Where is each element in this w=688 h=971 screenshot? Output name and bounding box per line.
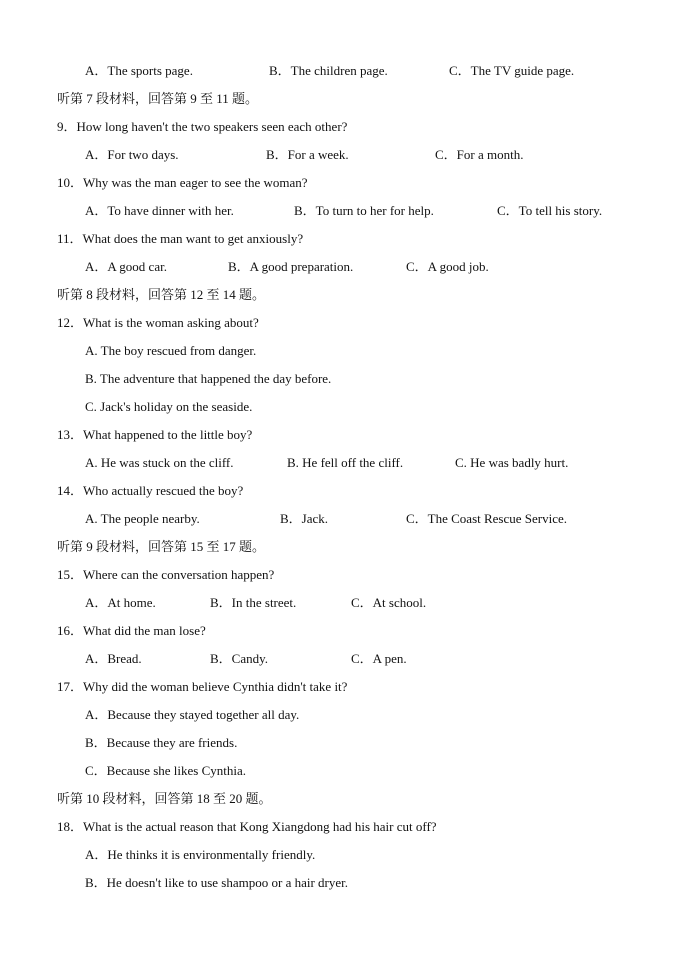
- question-text: 14．Who actually rescued the boy?: [57, 483, 244, 498]
- answer-option: C．At school.: [351, 595, 427, 610]
- option-row: [85, 593, 688, 613]
- answer-option: A. He was stuck on the cliff.: [85, 455, 234, 470]
- answer-option: C．A pen.: [351, 651, 407, 666]
- option-row: [85, 509, 688, 529]
- answer-option: C．The TV guide page.: [449, 63, 575, 78]
- answer-option: B．For a week.: [266, 147, 349, 162]
- answer-option: A．The sports page.: [85, 63, 193, 78]
- answer-option: B．Candy.: [210, 651, 269, 666]
- section-instruction: 听第 8 段材料，回答第 12 至 14 题。: [57, 287, 266, 302]
- answer-option: A．To have dinner with her.: [85, 203, 234, 218]
- question-text: 10．Why was the man eager to see the woman?: [57, 175, 308, 190]
- answer-option: C．To tell his story.: [497, 203, 603, 218]
- answer-option: B．To turn to her for help.: [294, 203, 434, 218]
- answer-option: B．In the street.: [210, 595, 297, 610]
- answer-option: B．He doesn't like to use shampoo or a hair dryer.: [85, 875, 349, 890]
- option-row: [85, 649, 688, 669]
- question-text: 12．What is the woman asking about?: [57, 315, 259, 330]
- answer-option: C. He was badly hurt.: [455, 455, 569, 470]
- answer-option: A. The boy rescued from danger.: [85, 343, 257, 358]
- answer-option: C．The Coast Rescue Service.: [406, 511, 568, 526]
- answer-option: C．Because she likes Cynthia.: [85, 763, 247, 778]
- answer-option: A. The people nearby.: [85, 511, 200, 526]
- question-text: 11．What does the man want to get anxiously?: [57, 231, 304, 246]
- option-row: [85, 257, 688, 277]
- option-row: [85, 453, 688, 473]
- answer-option: B. The adventure that happened the day before.: [85, 371, 332, 386]
- option-row: [85, 61, 688, 81]
- answer-option: C．For a month.: [435, 147, 524, 162]
- answer-option: C. Jack's holiday on the seaside.: [85, 399, 253, 414]
- question-text: 15．Where can the conversation happen?: [57, 567, 275, 582]
- answer-option: A．A good car.: [85, 259, 167, 274]
- answer-option: A．He thinks it is environmentally friendly.: [85, 847, 316, 862]
- section-instruction: 听第 9 段材料，回答第 15 至 17 题。: [57, 539, 266, 554]
- answer-option: C．A good job.: [406, 259, 489, 274]
- answer-option: B．Because they are friends.: [85, 735, 238, 750]
- question-text: 17．Why did the woman believe Cynthia didn't take it?: [57, 679, 348, 694]
- answer-option: A．Because they stayed together all day.: [85, 707, 300, 722]
- question-text: 18．What is the actual reason that Kong Xiangdong had his hair cut off?: [57, 819, 437, 834]
- answer-option: A．For two days.: [85, 147, 179, 162]
- section-instruction: 听第 10 段材料，回答第 18 至 20 题。: [57, 791, 272, 806]
- answer-option: B. He fell off the cliff.: [287, 455, 404, 470]
- option-row: [85, 201, 688, 221]
- question-text: 13．What happened to the little boy?: [57, 427, 253, 442]
- answer-option: B．Jack.: [280, 511, 329, 526]
- answer-option: A．At home.: [85, 595, 156, 610]
- question-text: 9．How long haven't the two speakers seen each other?: [57, 119, 348, 134]
- answer-option: B．A good preparation.: [228, 259, 354, 274]
- option-row: [85, 145, 688, 165]
- answer-option: A．Bread.: [85, 651, 142, 666]
- question-text: 16．What did the man lose?: [57, 623, 206, 638]
- section-instruction: 听第 7 段材料，回答第 9 至 11 题。: [57, 91, 259, 106]
- answer-option: B．The children page.: [269, 63, 388, 78]
